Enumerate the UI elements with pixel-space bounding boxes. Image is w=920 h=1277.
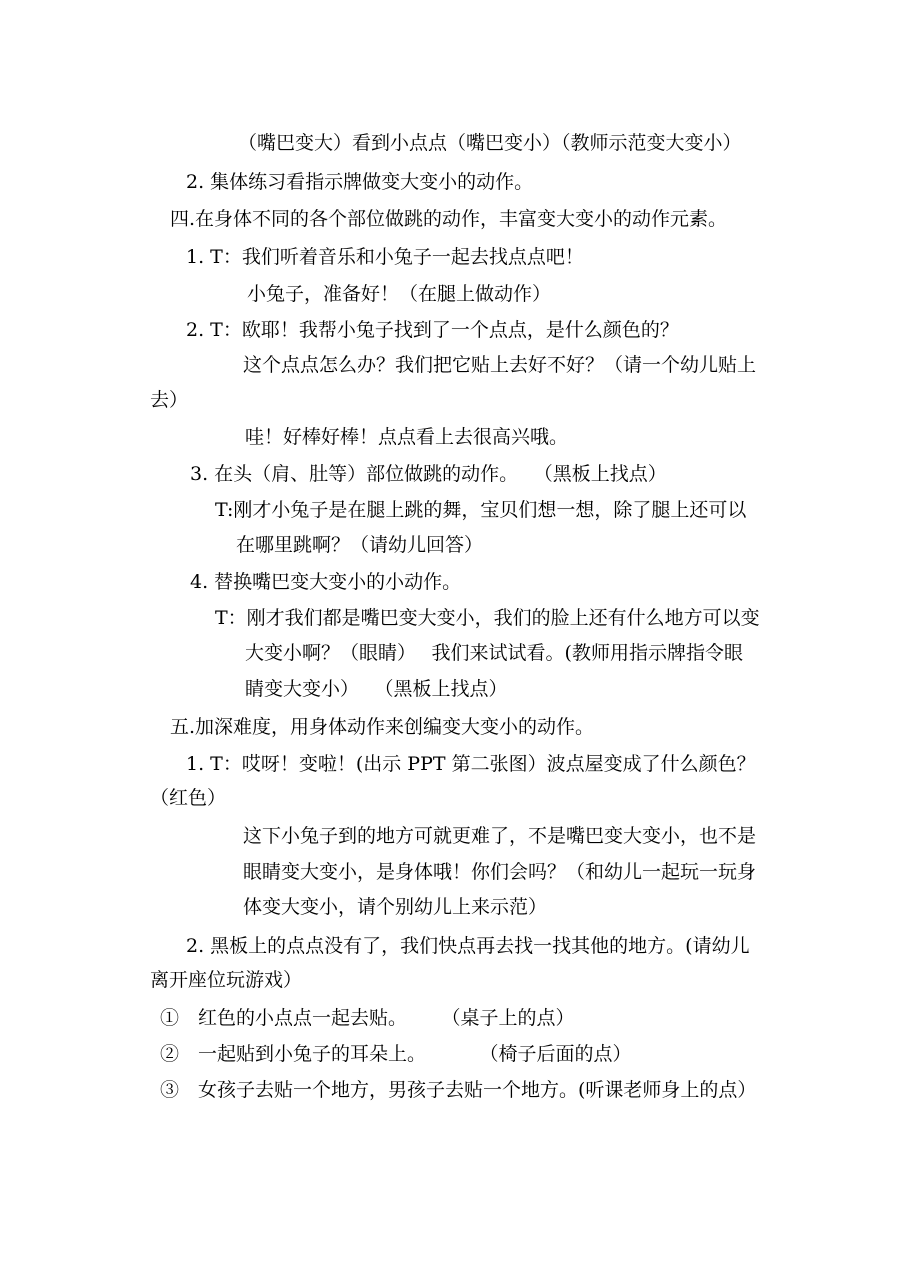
text-line: 哇！好棒好棒！点点看上去很高兴哦。 bbox=[245, 426, 569, 448]
text-line: （嘴巴变大）看到小点点（嘴巴变小）（教师示范变大变小） bbox=[238, 132, 742, 154]
text-line: 2. 黑板上的点点没有了，我们快点再去找一找其他的地方。(请幼儿 bbox=[186, 935, 750, 957]
text-line: 1. T：哎呀！变啦！(出示 PPT 第二张图）波点屋变成了什么颜色？ bbox=[186, 753, 756, 775]
text-line: 小兔子，准备好！（在腿上做动作） bbox=[247, 283, 552, 305]
text-line: 这下小兔子到的地方可就更难了，不是嘴巴变大变小，也不是 bbox=[243, 825, 757, 847]
text-line: 这个点点怎么办？我们把它贴上去好不好？（请一个幼儿贴上 bbox=[243, 354, 757, 376]
text-line: 大变小啊？（眼睛） 我们来试试看。(教师用指示牌指令眼 bbox=[245, 642, 743, 664]
text-line: （红色） bbox=[150, 787, 227, 809]
section-heading: 四.在身体不同的各个部位做跳的动作，丰富变大变小的动作元素。 bbox=[170, 208, 728, 230]
list-item: ③ 女孩子去贴一个地方，男孩子去贴一个地方。(听课老师身上的点） bbox=[160, 1079, 757, 1101]
section-heading: 五.加深难度，用身体动作来创编变大变小的动作。 bbox=[170, 716, 595, 738]
text-line: 去） bbox=[150, 389, 189, 411]
text-line: 2. T：欧耶！我帮小兔子找到了一个点点，是什么颜色的？ bbox=[186, 319, 679, 341]
text-line: 1. T：我们听着音乐和小兔子一起去找点点吧！ bbox=[186, 246, 584, 268]
text-line: 2. 集体练习看指示牌做变大变小的动作。 bbox=[186, 171, 534, 193]
text-line: 离开座位玩游戏） bbox=[150, 969, 303, 991]
list-item: ① 红色的小点点一起去贴。 （桌子上的点） bbox=[160, 1007, 575, 1029]
text-line: 眼睛变大变小，是身体哦！你们会吗？（和幼儿一起玩一玩身 bbox=[243, 861, 757, 883]
text-line: T：刚才我们都是嘴巴变大变小，我们的脸上还有什么地方可以变 bbox=[215, 607, 760, 629]
text-line: 4. 替换嘴巴变大变小的小动作。 bbox=[190, 571, 462, 593]
text-line: 在哪里跳啊？（请幼儿回答） bbox=[236, 534, 484, 556]
text-line: 体变大变小，请个别幼儿上来示范） bbox=[243, 896, 548, 918]
text-line: 睛变大变小） （黑板上找点） bbox=[245, 678, 508, 700]
list-item: ② 一起贴到小兔子的耳朵上。 （椅子后面的点） bbox=[160, 1043, 632, 1065]
text-line: 3. 在头（肩、肚等）部位做跳的动作。 （黑板上找点） bbox=[190, 463, 667, 485]
text-line: T:刚才小兔子是在腿上跳的舞，宝贝们想一想，除了腿上还可以 bbox=[215, 499, 747, 521]
